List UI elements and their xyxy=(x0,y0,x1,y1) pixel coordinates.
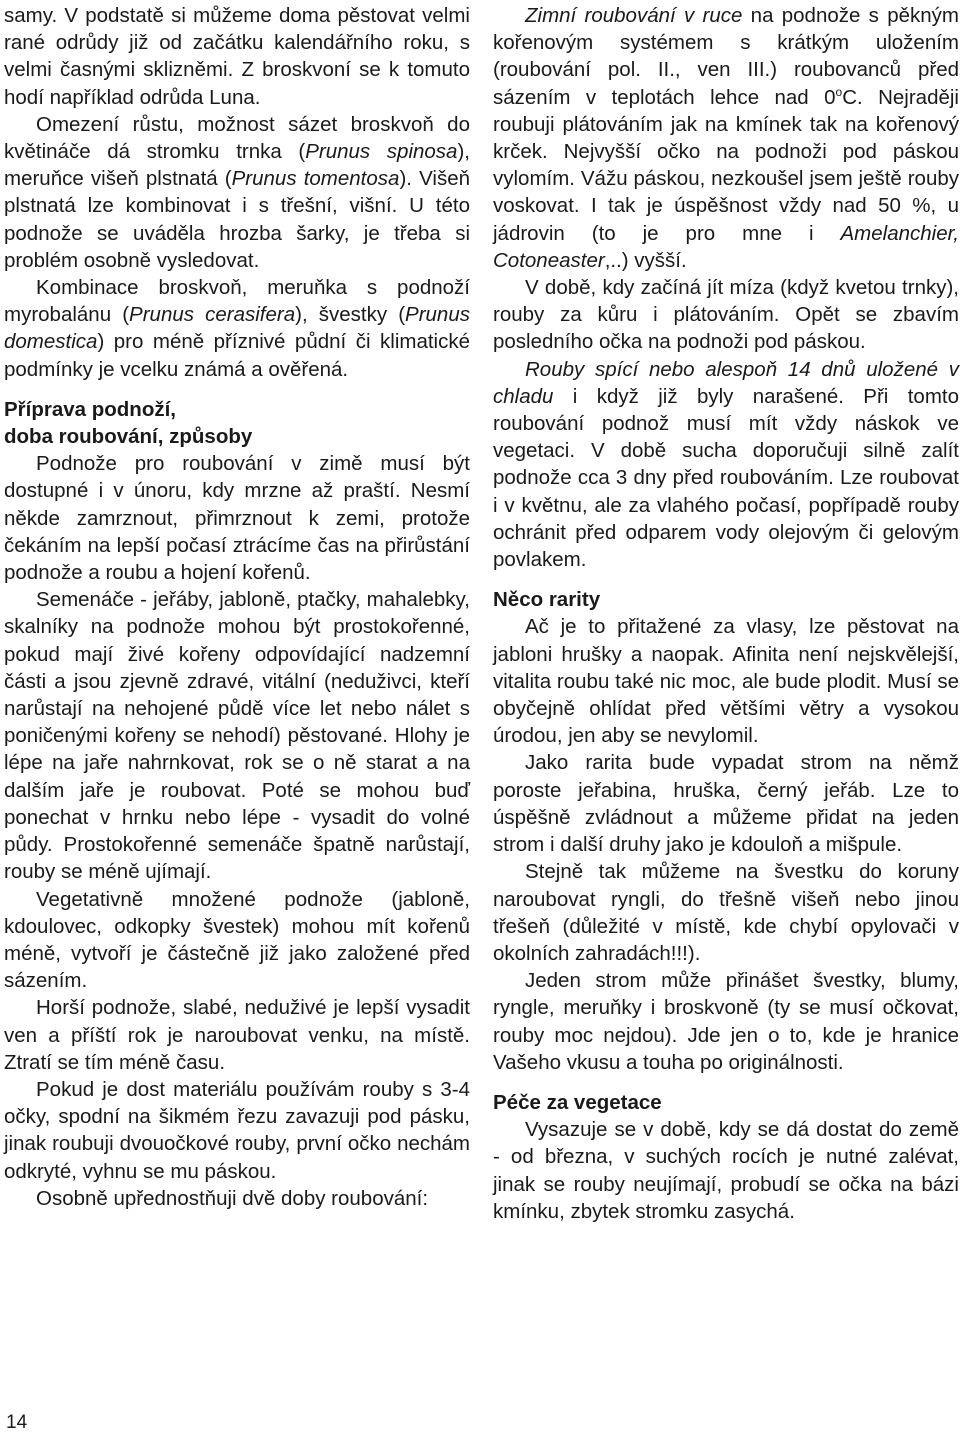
paragraph: Vegetativně množené podnože (jabloně, kdoulovec, odkopky švestek) mohou mít kořenů méně, vytvoří je částečně již jako založené před sázením. xyxy=(4,887,470,993)
paragraph: Horší podnože, slabé, neduživé je lepší vysadit ven a příští rok je naroubovat venku, na místě. Ztratí se tím méně času. xyxy=(4,996,470,1074)
paragraph: Omezení růstu, možnost sázet broskvoň do květináče dá stromku trnka (Prunus spinosa), meruňce višeň plstnatá (Prunus tomentosa). Višeň plstnatá lze kombinovat i s třešní, višní. U této podnože se uváděla hrozba šarky, je třeba si problém osobně vysledovat. xyxy=(4,112,470,272)
paragraph: Jako rarita bude vypadat strom na němž poroste jeřabina, hruška, černý jeřáb. Lze to úspěšně zvládnout a můžeme přidat na jeden strom i další druhy jako je kdouloň a mišpule. xyxy=(493,751,959,857)
section-heading: Příprava podnoží, doba roubování, způsoby xyxy=(4,397,253,449)
paragraph: Pokud je dost materiálu používám rouby s 3-4 očky, spodní na šikmém řezu zavazuji pod pásku, jinak roubuji dvouočkové rouby, první očko nechám odkryté, vyhnu se mu páskou. xyxy=(4,1077,470,1183)
paragraph: samy. V podstatě si můžeme doma pěstovat velmi rané odrůdy již od začátku kalendářního roku, s velmi časnými sklizněmi. Z broskvoní se k tomuto hodí například odrůda Luna. xyxy=(4,4,470,109)
paragraph: Jeden strom může přinášet švestky, blumy, ryngle, meruňky i broskvoně (ty se musí očkovat, rouby moc nejdou). Jde jen o to, kde je hranice Vašeho vkusu a touha po originálnosti. xyxy=(493,969,959,1074)
paragraph: Rouby spící nebo alespoň 14 dnů uložené v chladu i když již byly narašené. Při tomto roubování podnož musí mít vždy náskok ve vegetaci. V době sucha doporučuji silně zalít podnože cca 3 dny před roubováním. Lze roubovat i v květnu, ale za vlahého počasí, popřípadě rouby ochránit před odparem vody olejovým či gelovým povlakem. xyxy=(493,357,959,572)
paragraph: Semenáče - jeřáby, jabloně, ptačky, mahalebky, skalníky na podnože mohou být prostokořenné, pokud mají živé kořeny odpovídající nadzemní části a jsou zjevně zdravé, vitální (neduživci, kteří narůstají na nehojené půdě více let nebo nálet s poničenými kořeny se nehodí) pěstované. Hlohy je lépe na jaře nahrnkovat, rok se o ně starat a na dalším jaře je roubovat. Poté se mohou buď ponechat v hrnku nebo lépe - vysadit do volné půdy. Prostokořenné semenáče špatně narůstají, rouby se méně ujímají. xyxy=(4,588,470,884)
section-heading: Péče za vegetace xyxy=(493,1090,662,1114)
section-heading: Něco rarity xyxy=(493,588,601,612)
paragraph: Vysazuje se v době, kdy se dá dostat do země - od března, v suchých rocích je nutné zalévat, jinak se rouby neujímají, probudí se očka na bázi kmínku, zbytek stromku zasychá. xyxy=(493,1118,959,1223)
paragraph: V době, kdy začíná jít míza (když kvetou trnky), rouby za kůru i plátováním. Opět se zbavím posledního očka na podnoži pod páskou. xyxy=(493,276,959,354)
paragraph: Ač je to přitažené za vlasy, lze pěstovat na jabloni hrušky a naopak. Afinita není nejskvělejší, vitalita roubu také nic moc, ale bude plodit. Musí se obyčejně ohlídat před většími větry a vysokou úrodou, jen aby se nevylomil. xyxy=(493,615,959,748)
paragraph: Osobně upřednostňuji dvě doby roubování: xyxy=(36,1186,429,1210)
right-column xyxy=(493,2,959,1225)
paragraph: Stejně tak můžeme na švestku do koruny naroubovat ryngli, do třešně višeň nebo jinou třešeň (důležité v místě, kde chybí opylovači v okolních zahradách!!!). xyxy=(493,860,959,965)
left-column xyxy=(4,2,470,1212)
paragraph: Zimní roubování v ruce na podnože s pěkným kořenovým systémem s krátkým uložením (roubování pol. II., ven III.) roubovanců před sázením v teplotách lehce nad 0$^o$C. Nejraději roubuji plátováním jak na kmínek tak na kořenový krček. Nejvyšší očko na podnoži pod páskou vylomím. Vážu páskou, nezkoušel jsem ještě rouby voskovat. I tak je úspěšnost vždy nad 50 %, u jádrovin (to je pro mne i Amelanchier, Cotoneaster,..) vyšší. xyxy=(493,4,959,272)
page-number: 14 xyxy=(6,1412,28,1433)
paragraph: Podnože pro roubování v zimě musí být dostupné i v únoru, kdy mrzne až praští. Nesmí někde zamrznout, přimrznout k zemi, protože čekáním na lepší počasí ztrácíme čas na přirůstání podnože a roubu a hojení kořenů. xyxy=(4,452,470,585)
paragraph: Kombinace broskvoň, meruňka s podnoží myrobalánu (Prunus cerasifera), švestky (Prunus domestica) pro méně příznivé půdní či klimatické podmínky je vcelku známá a ověřená. xyxy=(4,276,470,381)
